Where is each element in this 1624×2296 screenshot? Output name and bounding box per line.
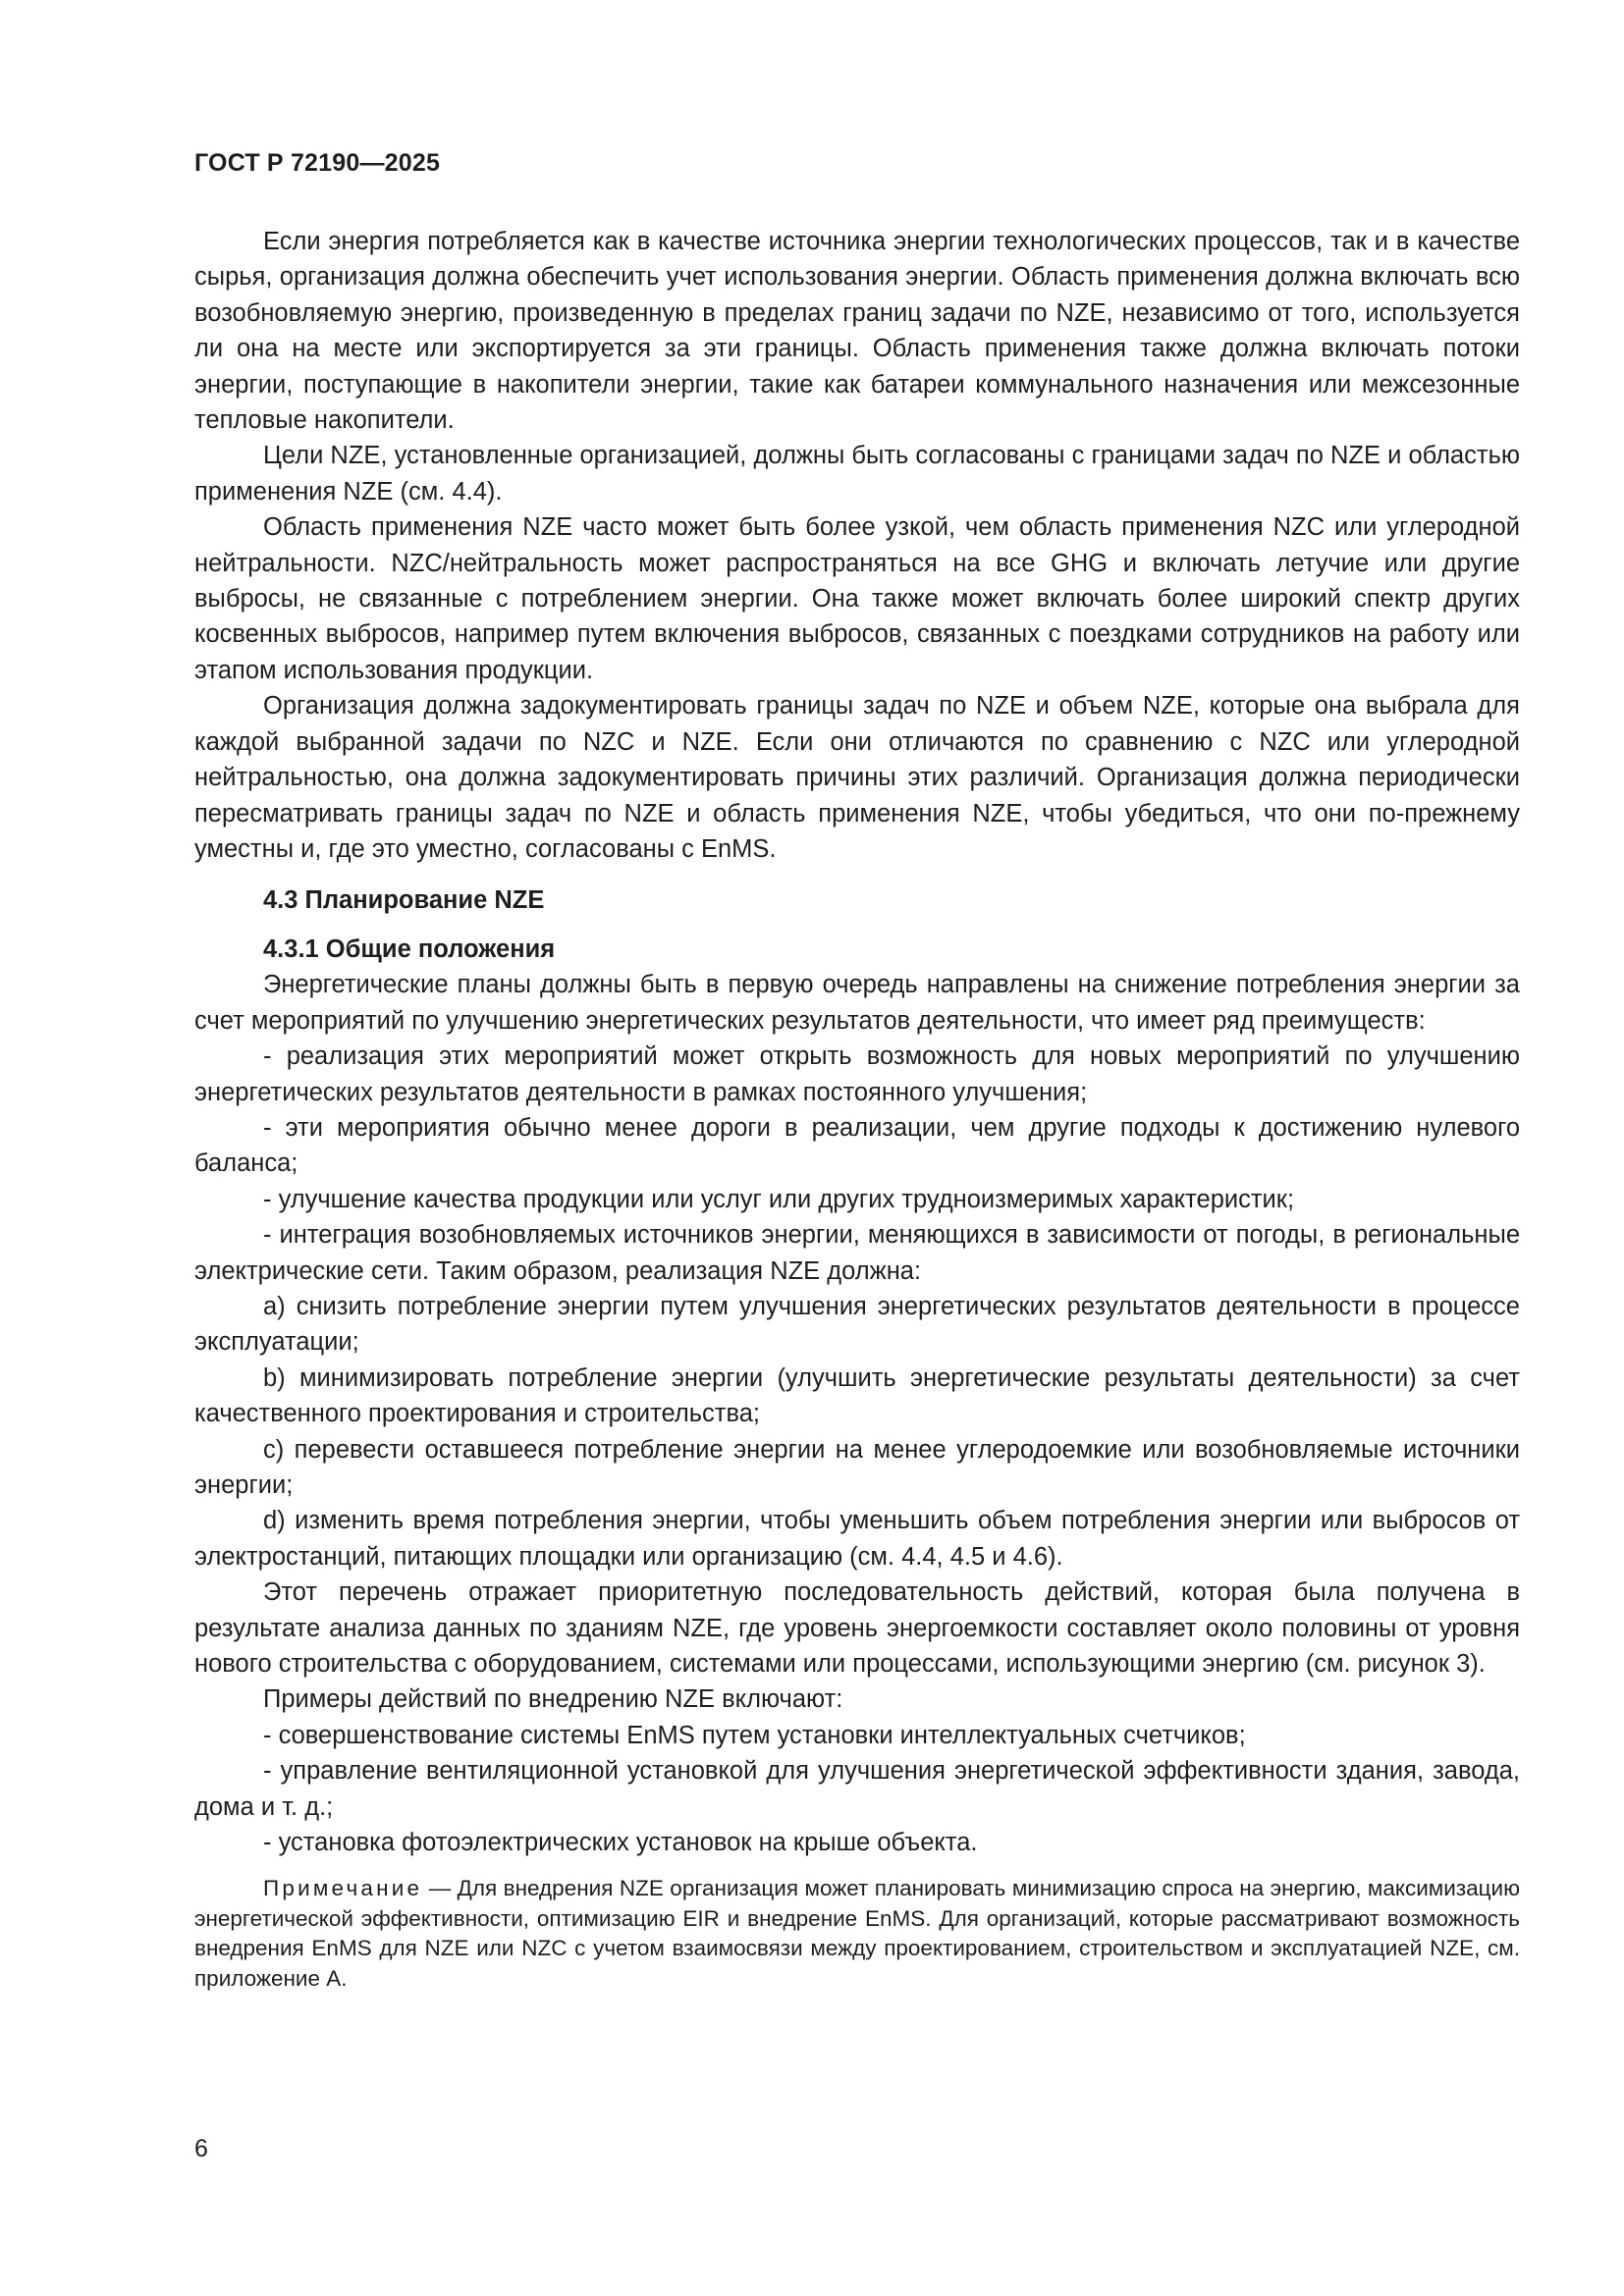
nze-step-d: d) изменить время потребления энергии, чтобы уменьшить объем потребления энергии или выбросов от электростанций, питающих площадки или организацию (см. 4.4, 4.5 и 4.6). [194, 1507, 1520, 1571]
paragraph-energy-scope: Если энергия потребляется как в качестве источника энергии технологических процессов, так и в качестве сырья, организация должна обеспечить учет использования энергии. Область применения должна включать всю возобновляемую энергию, произведенную в пределах границ задачи по NZE, независимо от того, используется ли она на месте или экспортируется за эти границы. Область применения также должна включать потоки энергии, поступающие в накопители энергии, такие как батареи коммунального назначения или межсезонные тепловые накопители. [194, 228, 1520, 435]
advantage-list-item: - интеграция возобновляемых источников энергии, меняющихся в зависимости от погоды, в региональные электрические сети. Таким образом, реализация NZE должна: [194, 1221, 1520, 1285]
section-heading-4-3-1: 4.3.1 Общие положения [263, 935, 556, 964]
advantage-list-item: - эти мероприятия обычно менее дороги в реализации, чем другие подходы к достижению нулевого баланса; [194, 1113, 1520, 1178]
nze-step-c: c) перевести оставшееся потребление энергии на менее углеродоемкие или возобновляемые источники энергии; [194, 1435, 1520, 1499]
paragraph-energy-plans-intro: Энергетические планы должны быть в первую очередь направлены на снижение потребления энергии за счет мероприятий по улучшению энергетических результатов деятельности, что имеет ряд преимуществ: [194, 971, 1520, 1035]
document-standard-id: ГОСТ Р 72190—2025 [194, 149, 441, 177]
example-list-item: - совершенствование системы EnMS путем установки интеллектуальных счетчиков; [263, 1721, 1246, 1749]
paragraph-examples-intro: Примеры действий по внедрению NZE включают: [263, 1685, 843, 1714]
paragraph-documentation: Организация должна задокументировать границы задач по NZE и объем NZE, которые она выбрала для каждой выбранной задачи по NZC и NZE. Если они отличаются по сравнению с NZC или углеродной нейтральностью, она должна задокументировать причины этих различий. Организация должна периодически пересматривать границы задач по NZE и область применения NZE, чтобы убедиться, что они по-прежнему уместны и, где это уместно, согласованы с EnMS. [194, 692, 1520, 863]
nze-step-b: b) минимизировать потребление энергии (улучшить энергетические результаты деятельности) за счет качественного проектирования и строительства; [194, 1363, 1520, 1428]
advantage-list-item: - улучшение качества продукции или услуг или других трудноизмеримых характеристик; [263, 1185, 1295, 1213]
nze-step-a: a) снизить потребление энергии путем улучшения энергетических результатов деятельности в процессе эксплуатации; [194, 1292, 1520, 1357]
advantage-list-item: - реализация этих мероприятий может открыть возможность для новых мероприятий по улучшению энергетических результатов деятельности в рамках постоянного улучшения; [194, 1042, 1520, 1106]
example-list-item: - управление вентиляционной установкой для улучшения энергетической эффективности здания, завода, дома и т. д.; [194, 1757, 1520, 1821]
paragraph-nze-goals: Цели NZE, установленные организацией, должны быть согласованы с границами задач по NZE и областью применения NZE (см. 4.4). [194, 442, 1520, 506]
document-body [194, 224, 1520, 1994]
section-heading-4-3: 4.3 Планирование NZE [263, 886, 545, 915]
example-list-item: - установка фотоэлектрических установок на крыше объекта. [263, 1829, 978, 1857]
note [194, 1874, 1520, 1994]
note-text: — Для внедрения NZE организация может планировать минимизацию спроса на энергию, максимизацию энергетической эффективности, оптимизацию EIR и внедрение EnMS. Для организаций, которые рассматривают возможность внедрения EnMS для NZE или NZC с учетом взаимосвязи между проектированием, строительством и эксплуатацией NZE, см. приложение А. [194, 1876, 1520, 1991]
page-number: 6 [194, 2135, 208, 2163]
paragraph-nze-scope-narrow: Область применения NZE часто может быть более узкой, чем область применения NZC или углеродной нейтральности. NZC/нейтральность может распространяться на все GHG и включать летучие или другие выбросы, не связанные с потреблением энергии. Она также может включать более широкий спектр других косвенных выбросов, например путем включения выбросов, связанных с поездками сотрудников на работу или этапом использования продукции. [194, 513, 1520, 684]
paragraph-priority-sequence: Этот перечень отражает приоритетную последовательность действий, которая была получена в результате анализа данных по зданиям NZE, где уровень энергоемкости составляет около половины от уровня нового строительства с оборудованием, системами или процессами, использующими энергию (см. рисунок 3). [194, 1578, 1520, 1679]
note-label: Примечание [263, 1876, 423, 1901]
